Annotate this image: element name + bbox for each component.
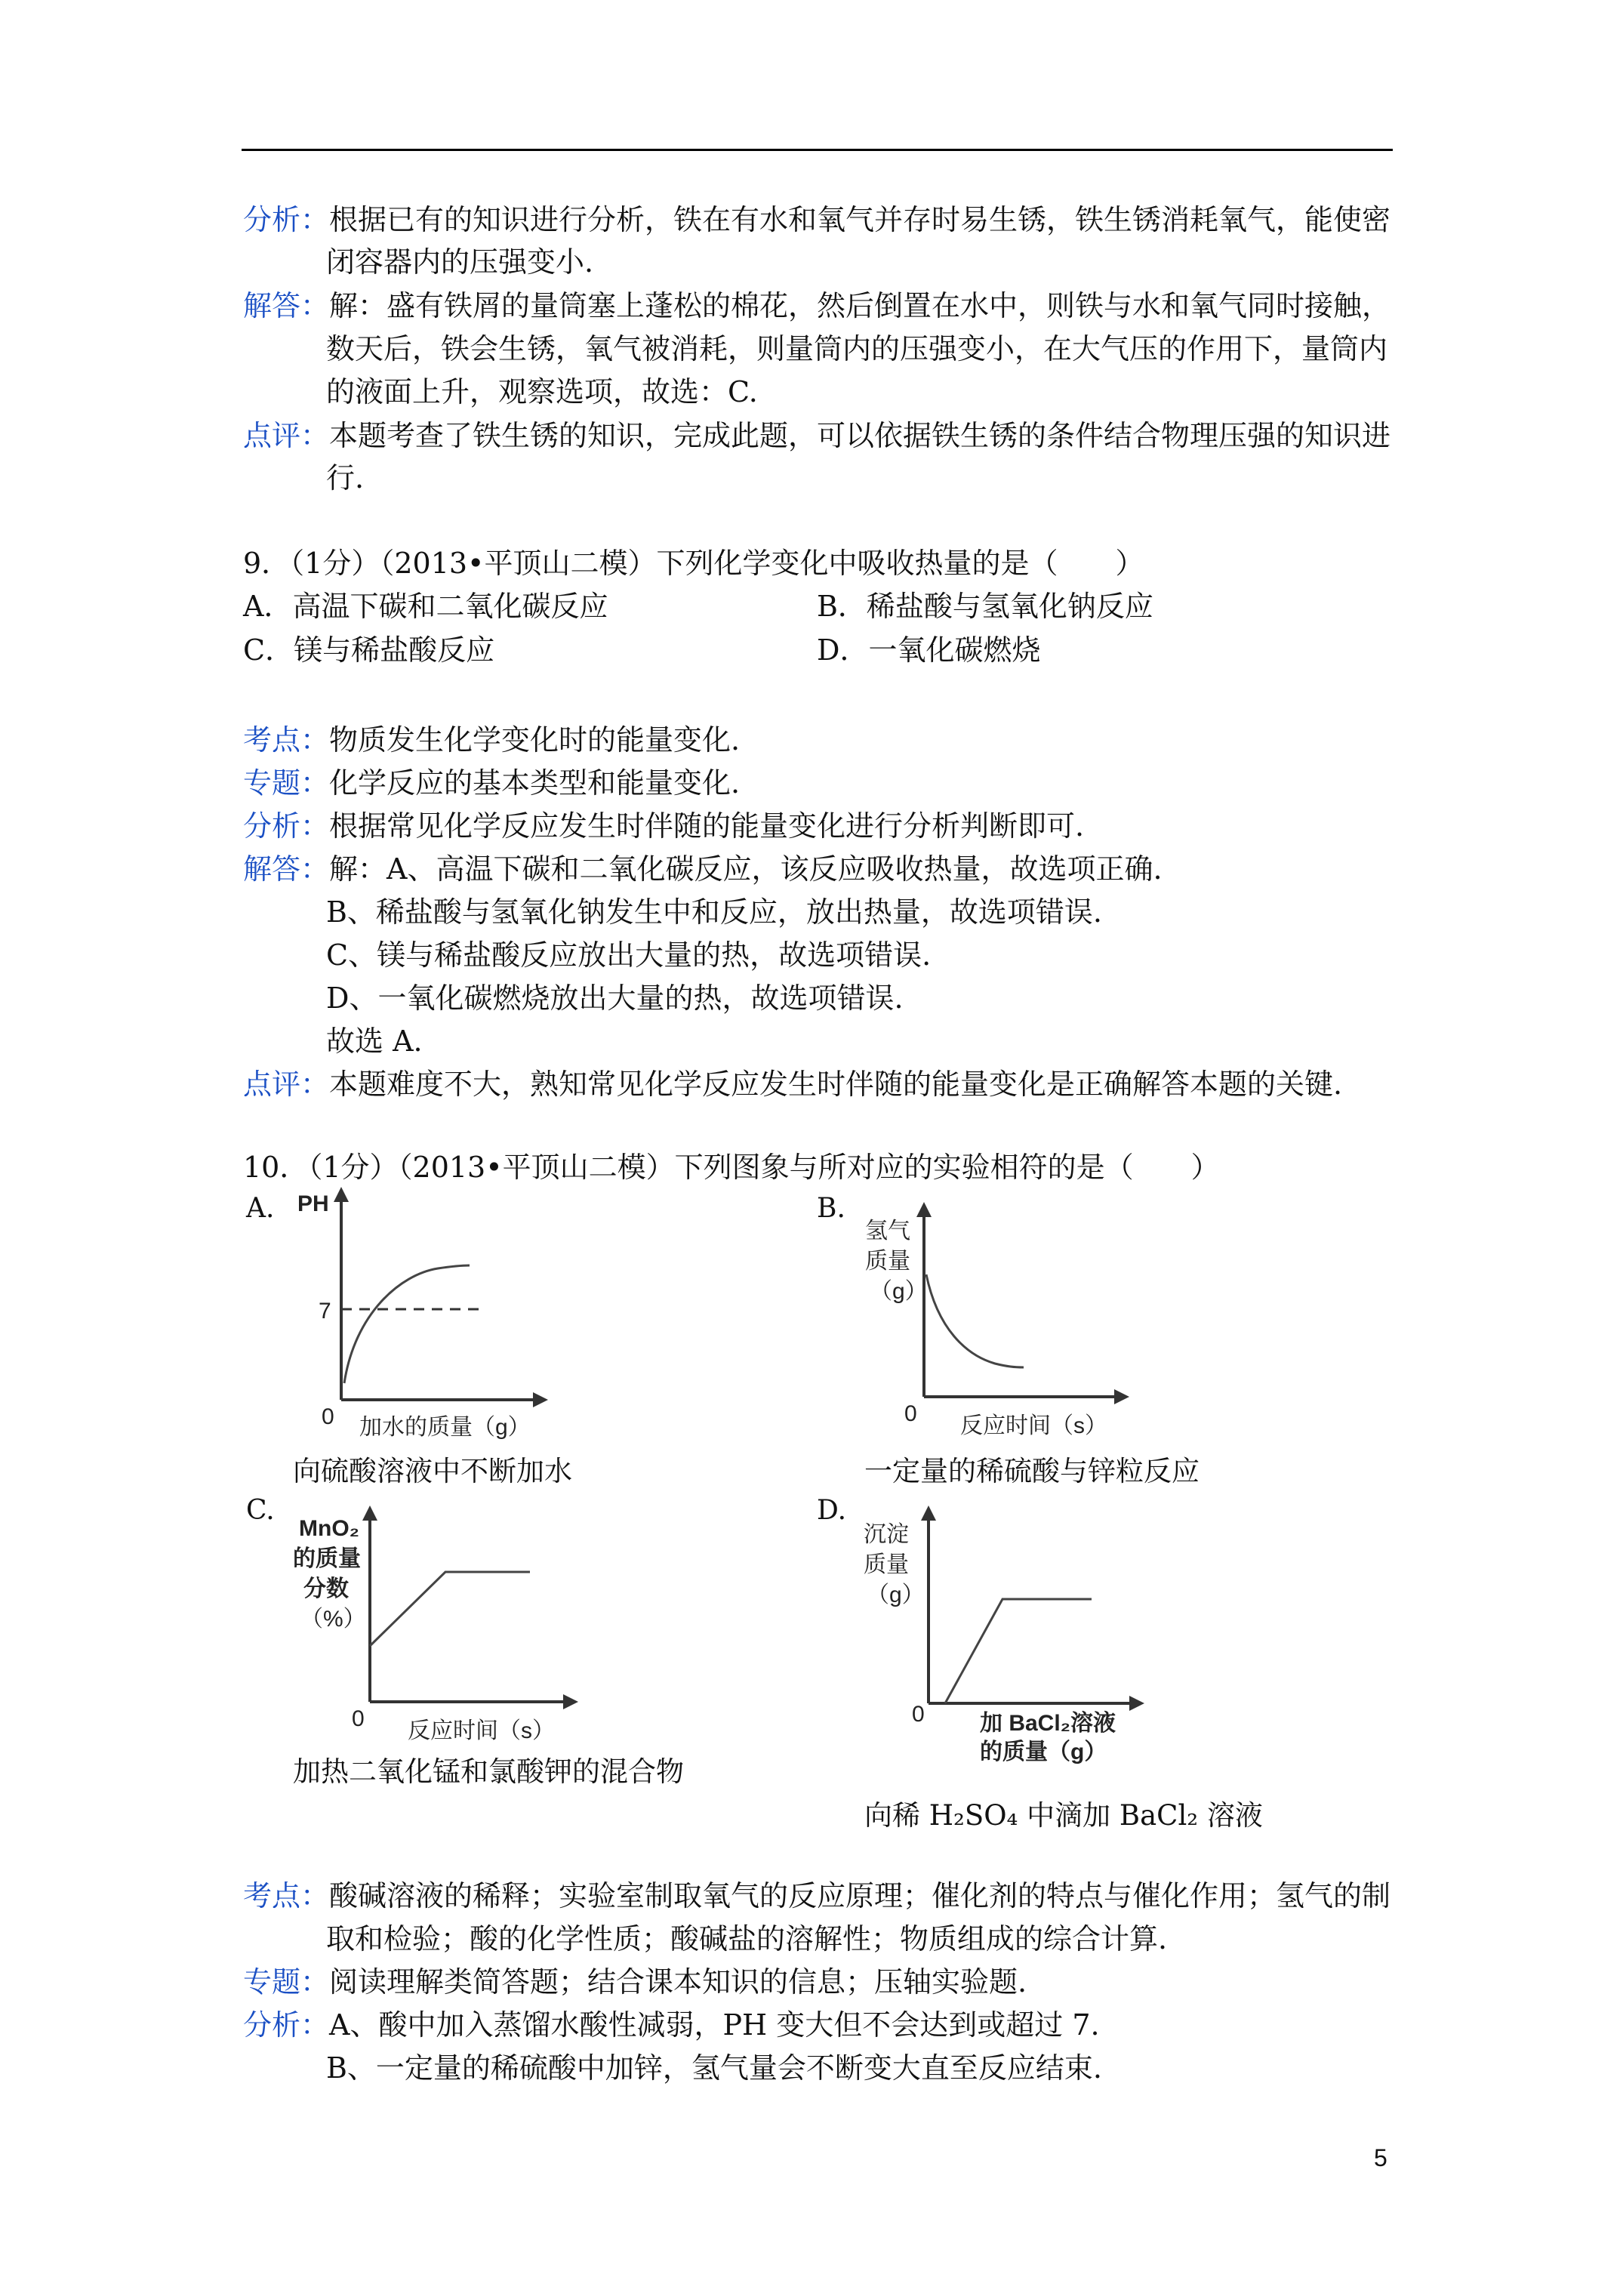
- q9-option-b: B．稀盐酸与氢氧化钠反应: [817, 590, 1153, 623]
- q9-comment: 点评：本题难度不大，熟知常见化学反应发生时伴随的能量变化是正确解答本题的关键.: [243, 1068, 1343, 1101]
- q10-key-point: 考点：酸碱溶液的稀释；实验室制取氧气的反应原理；催化剂的特点与催化作用；氢气的制: [243, 1879, 1391, 1912]
- graph-a: [287, 1185, 559, 1445]
- graph-c-origin: 0: [352, 1706, 365, 1731]
- graph-a-letter: A.: [246, 1193, 275, 1224]
- header-rule: [242, 149, 1393, 151]
- q9-answer-b: B、稀盐酸与氢氧化钠发生中和反应，放出热量，故选项错误.: [326, 895, 1103, 929]
- graph-a-x-arrow: [533, 1392, 548, 1407]
- analysis-tag: 分析：: [243, 203, 330, 236]
- graph-d-line: [945, 1599, 1092, 1703]
- graph-a-curve: [344, 1265, 470, 1383]
- answer-tag: 解答：: [243, 289, 330, 322]
- q10-analysis-2: B、一定量的稀硫酸中加锌，氢气量会不断变大直至反应结束.: [326, 2051, 1103, 2085]
- graph-b-ylabel-2: 质量: [865, 1249, 910, 1274]
- q10-analysis: 分析：A、酸中加入蒸馏水酸性减弱，PH 变大但不会达到或超过 7.: [243, 2008, 1100, 2042]
- q10-topic: 专题：阅读理解类简答题；结合课本知识的信息；压轴实验题.: [243, 1965, 1027, 1999]
- graph-d-letter: D.: [817, 1495, 847, 1526]
- graph-c-xlabel: 反应时间（s）: [408, 1718, 555, 1743]
- q9-answer-c: C、镁与稀盐酸反应放出大量的热，故选项错误.: [326, 938, 932, 972]
- question-10-stem: 10．（1分）（2013•平顶山二模）下列图象与所对应的实验相符的是（ ）: [243, 1151, 1220, 1184]
- graph-a-caption: 向硫酸溶液中不断加水: [293, 1455, 572, 1487]
- q9-option-a: A．高温下碳和二氧化碳反应: [243, 590, 608, 623]
- comment-line: 点评：本题考查了铁生锈的知识，完成此题，可以依据铁生锈的条件结合物理压强的知识进: [243, 419, 1391, 452]
- graph-d-x-arrow: [1129, 1696, 1144, 1711]
- graph-d-xlabel-2: 的质量（g）: [980, 1740, 1107, 1764]
- q9-answer-d: D、一氧化碳燃烧放出大量的热，故选项错误.: [326, 982, 904, 1015]
- graph-d-ylabel-2: 质量: [864, 1552, 909, 1577]
- graph-c-y-arrow: [362, 1505, 377, 1521]
- q9-answer: 解答：解：A、高温下碳和二氧化碳反应，该反应吸收热量，故选项正确.: [243, 852, 1163, 886]
- graph-b-ylabel-1: 氢气: [865, 1219, 910, 1244]
- graph-d-ylabel-1: 沉淀: [864, 1522, 909, 1547]
- graph-c-ylabel-2: 的质量: [293, 1546, 361, 1571]
- analysis-line: 分析：根据已有的知识进行分析，铁在有水和氧气并存时易生锈，铁生锈消耗氧气，能使密: [243, 203, 1391, 236]
- page-number: 5: [1374, 2144, 1387, 2171]
- graph-c: [287, 1498, 604, 1750]
- graph-d: [853, 1495, 1170, 1785]
- graph-c-x-arrow: [563, 1694, 578, 1709]
- graph-b-ylabel-3: （g）: [870, 1279, 928, 1304]
- graph-c-letter: C.: [246, 1495, 275, 1526]
- graph-b-origin: 0: [904, 1401, 917, 1426]
- graph-b: [853, 1193, 1155, 1445]
- graph-a-origin: 0: [322, 1404, 334, 1429]
- q9-key-point: 考点：物质发生化学变化时的能量变化.: [243, 723, 741, 757]
- q9-option-c: C．镁与稀盐酸反应: [243, 633, 495, 667]
- graph-b-letter: B.: [817, 1193, 845, 1224]
- graph-d-xlabel-1: 加 BaCl₂溶液: [980, 1711, 1116, 1736]
- graph-a-y-arrow: [334, 1187, 349, 1202]
- graph-a-tick-7: 7: [319, 1299, 331, 1324]
- q9-option-d: D．一氧化碳燃烧: [817, 633, 1041, 667]
- graph-d-caption: 向稀 H₂SO₄ 中滴加 BaCl₂ 溶液: [864, 1799, 1263, 1832]
- question-9-stem: 9．（1分）（2013•平顶山二模）下列化学变化中吸收热量的是（ ）: [243, 547, 1144, 580]
- graph-d-ylabel-3: （g）: [867, 1583, 925, 1607]
- graph-d-origin: 0: [912, 1702, 925, 1727]
- q9-analysis: 分析：根据常见化学反应发生时伴随的能量变化进行分析判断即可.: [243, 809, 1085, 843]
- comment-line-2: 行.: [326, 461, 365, 495]
- answer-line-2: 数天后，铁会生锈，氧气被消耗，则量筒内的压强变小，在大气压的作用下，量筒内: [326, 332, 1388, 365]
- graph-b-caption: 一定量的稀硫酸与锌粒反应: [864, 1455, 1200, 1487]
- q9-topic: 专题：化学反应的基本类型和能量变化.: [243, 766, 741, 800]
- graph-a-ylabel: PH: [297, 1191, 329, 1216]
- graph-c-ylabel-3: 分数: [303, 1576, 349, 1601]
- graph-a-xlabel: 加水的质量（g）: [359, 1415, 531, 1440]
- answer-line: 解答：解：盛有铁屑的量筒塞上蓬松的棉花，然后倒置在水中，则铁与水和氧气同时接触，: [243, 289, 1391, 322]
- graph-b-curve: [926, 1274, 1024, 1367]
- graph-b-x-arrow: [1114, 1389, 1129, 1404]
- graph-b-xlabel: 反应时间（s）: [960, 1413, 1107, 1438]
- answer-line-3: 的液面上升，观察选项，故选：C.: [326, 375, 758, 408]
- graph-c-ylabel-4: （%）: [300, 1607, 366, 1632]
- q10-key-point-2: 取和检验；酸的化学性质；酸碱盐的溶解性；物质组成的综合计算.: [326, 1922, 1168, 1955]
- analysis-line-2: 闭容器内的压强变小.: [326, 245, 594, 279]
- graph-c-caption: 加热二氧化锰和氯酸钾的混合物: [293, 1755, 684, 1788]
- graph-b-y-arrow: [916, 1202, 932, 1217]
- graph-c-line: [370, 1572, 530, 1646]
- graph-c-ylabel-1: MnO₂: [299, 1516, 359, 1541]
- q9-answer-final: 故选 A.: [326, 1025, 423, 1058]
- comment-tag: 点评：: [243, 419, 330, 452]
- graph-d-y-arrow: [921, 1505, 936, 1521]
